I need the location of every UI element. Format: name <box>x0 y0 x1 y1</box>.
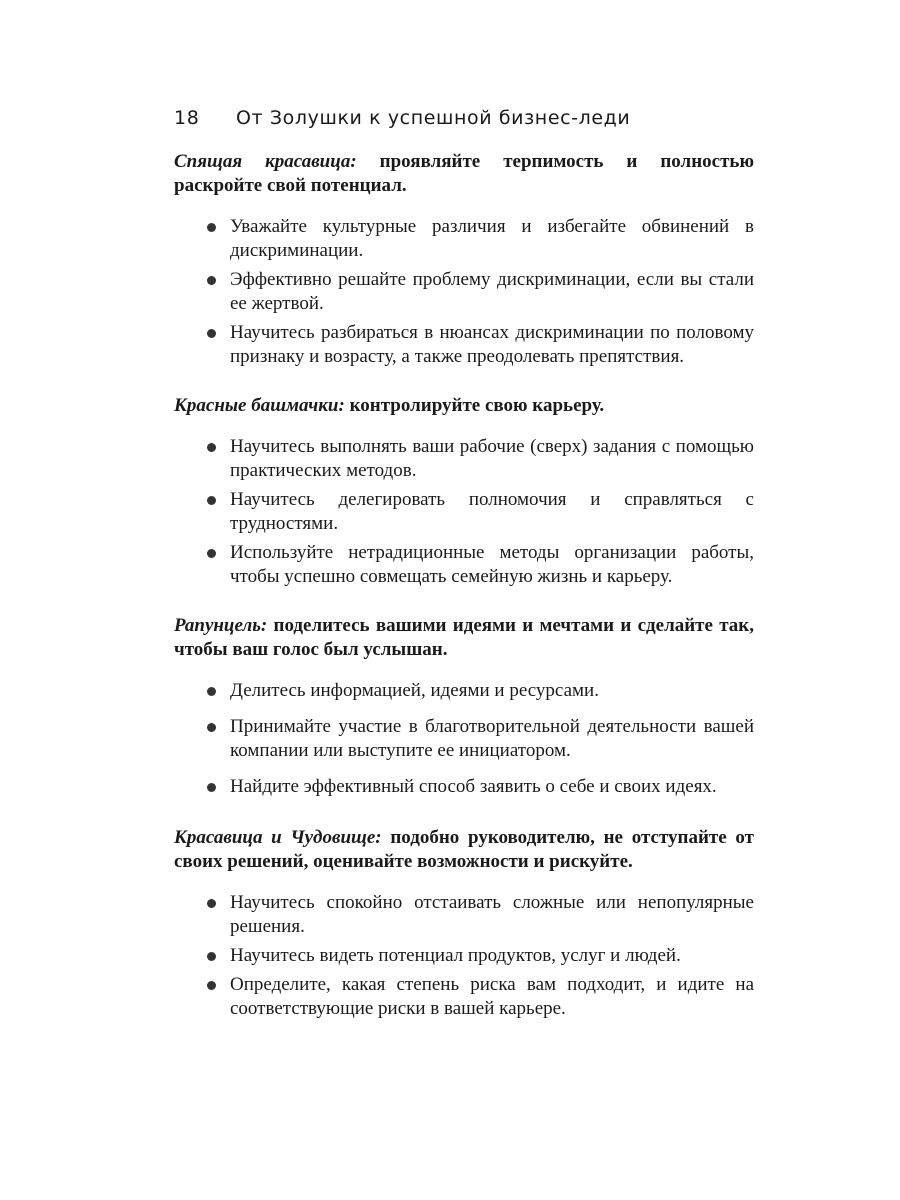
bullet-item <box>174 775 754 799</box>
book-title: От Золушки к успешной бизнес-леди <box>236 107 631 129</box>
bullet-item <box>174 541 754 589</box>
bullet-item <box>174 679 754 703</box>
section-heading-text: проявляйте терпимость и полностью раскройте свой потенциал. <box>174 151 754 196</box>
page-number: 18 <box>174 107 200 129</box>
bullet-list <box>174 891 754 1021</box>
bullet-text: Научитесь спокойно отстаивать сложные или непопулярные решения. <box>230 892 754 937</box>
bullet-dot-icon <box>207 443 216 452</box>
section-heading-text: контролируйте свою карьеру. <box>349 395 605 416</box>
bullet-item <box>174 715 754 763</box>
bullet-text: Эффективно решайте проблему дискриминации, если вы стали ее жертвой. <box>230 269 754 314</box>
fairy-tale-hero: Спящая красавица: <box>174 151 357 172</box>
bullet-item <box>174 973 754 1021</box>
section-heading <box>174 150 754 198</box>
bullet-dot-icon <box>207 783 216 792</box>
section-red-shoes <box>174 394 754 589</box>
bullet-dot-icon <box>207 981 216 990</box>
fairy-tale-hero: Рапунцель: <box>174 615 268 636</box>
book-page <box>174 102 754 1021</box>
bullet-dot-icon <box>207 276 216 285</box>
section-beauty-and-the-beast <box>174 826 754 1021</box>
bullet-dot-icon <box>207 723 216 732</box>
bullet-text: Принимайте участие в благотворительной деятельности вашей компании или выступите ее инициатором. <box>230 716 754 761</box>
bullet-list <box>174 215 754 369</box>
section-rapunzel <box>174 614 754 799</box>
bullet-text: Найдите эффективный способ заявить о себе и своих идеях. <box>230 776 717 797</box>
bullet-text: Используйте нетрадиционные методы организации работы, чтобы успешно совмещать семейную жизнь и карьеру. <box>230 542 754 587</box>
fairy-tale-hero: Красавица и Чудовище: <box>174 827 382 848</box>
bullet-list <box>174 435 754 589</box>
bullet-text: Научитесь разбираться в нюансах дискриминации по половому признаку и возрасту, а также преодолевать препятствия. <box>230 322 754 367</box>
bullet-item <box>174 321 754 369</box>
bullet-text: Определите, какая степень риска вам подходит, и идите на соответствующие риски в вашей карьере. <box>230 974 754 1019</box>
section-heading-text: подобно руководителю, не отступайте от своих решений, оценивайте возможности и рискуйте. <box>174 827 754 872</box>
bullet-item <box>174 944 754 968</box>
bullet-text: Научитесь выполнять ваши рабочие (сверх) задания с помощью практических методов. <box>230 436 754 481</box>
bullet-item <box>174 435 754 483</box>
bullet-item <box>174 891 754 939</box>
running-head <box>174 102 754 134</box>
bullet-dot-icon <box>207 329 216 338</box>
section-heading <box>174 614 754 662</box>
bullet-text: Уважайте культурные различия и избегайте обвинений в дискриминации. <box>230 216 754 261</box>
section-heading-text: поделитесь вашими идеями и мечтами и сделайте так, чтобы ваш голос был услышан. <box>174 615 754 660</box>
bullet-dot-icon <box>207 687 216 696</box>
bullet-item <box>174 215 754 263</box>
section-sleeping-beauty <box>174 150 754 369</box>
bullet-dot-icon <box>207 496 216 505</box>
section-heading <box>174 826 754 874</box>
bullet-item <box>174 488 754 536</box>
bullet-item <box>174 268 754 316</box>
section-heading <box>174 394 754 418</box>
bullet-text: Делитесь информацией, идеями и ресурсами. <box>230 680 599 701</box>
bullet-dot-icon <box>207 223 216 232</box>
bullet-list <box>174 679 754 799</box>
bullet-dot-icon <box>207 549 216 558</box>
bullet-dot-icon <box>207 899 216 908</box>
bullet-dot-icon <box>207 952 216 961</box>
fairy-tale-hero: Красные башмачки: <box>174 395 345 416</box>
bullet-text: Научитесь видеть потенциал продуктов, услуг и людей. <box>230 945 681 966</box>
bullet-text: Научитесь делегировать полномочия и справляться с трудностями. <box>230 489 754 534</box>
